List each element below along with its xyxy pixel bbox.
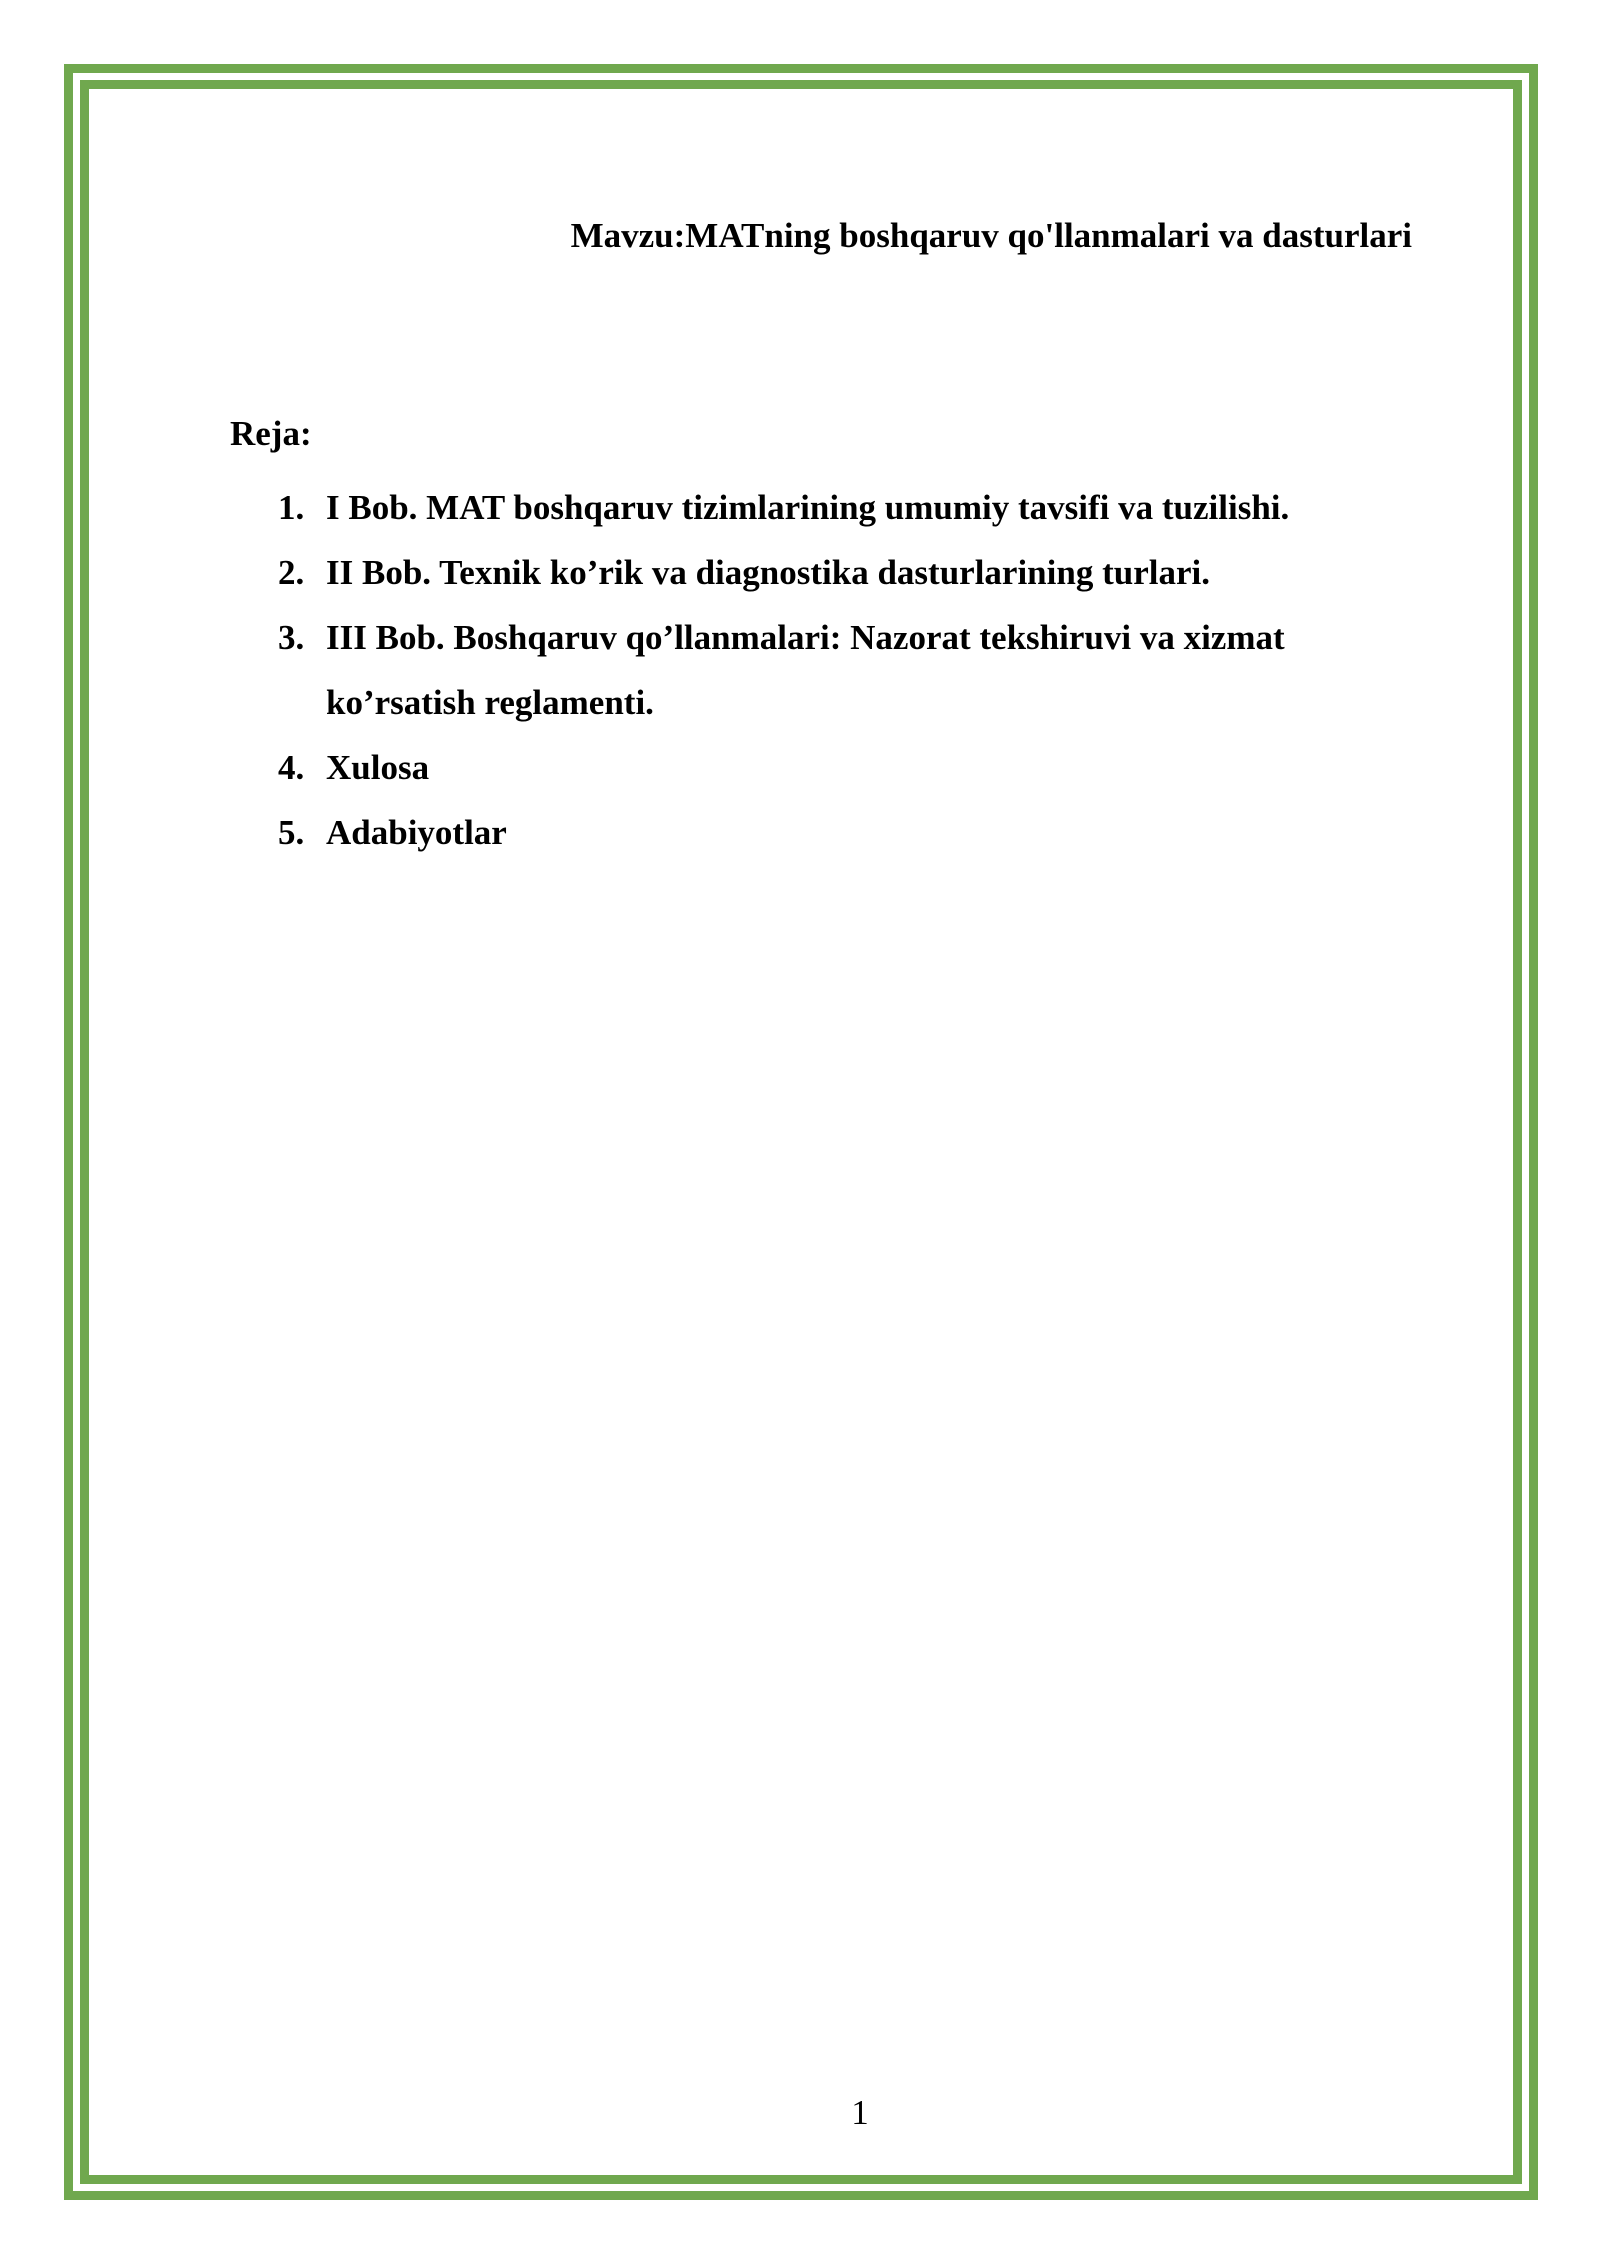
plan-item-4 bbox=[230, 735, 1380, 800]
plan-item-text: II Bob. Texnik ko’rik va diagnostika dasturlarining turlari. bbox=[326, 553, 1210, 592]
plan-item-text: Xulosa bbox=[326, 748, 430, 787]
page-number: 1 bbox=[851, 2093, 869, 2132]
plan-item-number: 1. bbox=[278, 488, 305, 527]
plan-list bbox=[230, 475, 1380, 865]
page-border-inner bbox=[80, 80, 1522, 2184]
plan-item-1 bbox=[230, 475, 1380, 540]
plan-item-text: I Bob. MAT boshqaruv tizimlarining umumiy tavsifi va tuzilishi. bbox=[326, 488, 1290, 527]
plan-item-text: Adabiyotlar bbox=[326, 813, 507, 852]
plan-item-3 bbox=[230, 605, 1380, 735]
plan-item-number: 5. bbox=[278, 813, 305, 852]
plan-item-number: 3. bbox=[278, 618, 305, 657]
plan-item-text: III Bob. Boshqaruv qo’llanmalari: Nazorat tekshiruvi va xizmat ko’rsatish reglamenti. bbox=[326, 618, 1285, 722]
plan-item-number: 4. bbox=[278, 748, 305, 787]
plan-item-number: 2. bbox=[278, 553, 305, 592]
plan-item-5 bbox=[230, 800, 1380, 865]
document-topic: Mavzu:MATning boshqaruv qo'llanmalari va dasturlari bbox=[570, 216, 1412, 255]
plan-item-2 bbox=[230, 540, 1380, 605]
plan-heading: Reja: bbox=[230, 414, 312, 453]
